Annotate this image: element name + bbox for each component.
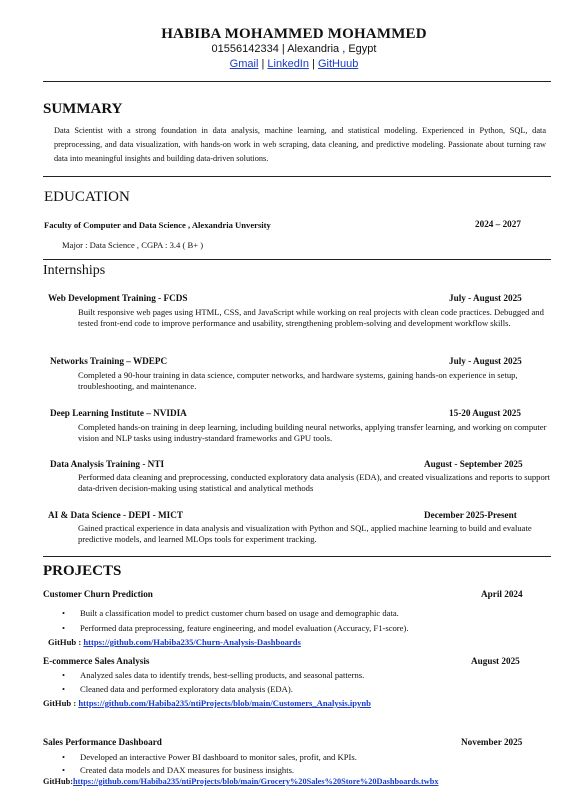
bullet-icon: • <box>62 752 66 762</box>
internship-title: AI & Data Science - DEPI - MICT <box>48 510 183 520</box>
github-label: GitHub: <box>43 777 73 786</box>
internship-title: Deep Learning Institute – NVIDIA <box>50 408 187 418</box>
projects-heading: PROJECTS <box>43 563 122 579</box>
bullet-icon: • <box>62 623 66 633</box>
project-bullet <box>62 752 357 762</box>
project-github <box>48 637 301 647</box>
project-github <box>43 698 371 708</box>
internships-heading: Internships <box>43 263 106 278</box>
project-date: August 2025 <box>471 656 520 666</box>
internship-date: July - August 2025 <box>449 356 522 366</box>
candidate-name: HABIBA MOHAMMED MOHAMMED <box>161 26 427 42</box>
project-date: November 2025 <box>461 737 523 747</box>
project-bullet-text: Created data models and DAX measures for business insights. <box>80 765 295 775</box>
internship-description: Performed data cleaning and preprocessing, conducted exploratory data analysis (EDA), and created visualizations and reports to support data-driven decision-making using statistical and analytical methods <box>78 472 551 493</box>
internships-divider <box>43 556 551 557</box>
project-title: Sales Performance Dashboard <box>43 737 162 747</box>
project-bullet <box>62 684 293 694</box>
bullet-icon: • <box>62 765 66 775</box>
project-date: April 2024 <box>481 589 523 599</box>
github-label: GitHub : <box>48 637 84 647</box>
project-bullet-text: Performed data preprocessing, feature engineering, and model evaluation (Accuracy, F1-score). <box>80 623 409 633</box>
linkedin-link[interactable]: LinkedIn <box>267 58 309 70</box>
project-bullet-text: Cleaned data and performed exploratory data analysis (EDA). <box>80 684 293 694</box>
project-bullet <box>62 623 409 633</box>
github-url-link[interactable]: https://github.com/Habiba235/ntiProjects/blob/main/Customers_Analysis.ipynb <box>78 698 371 708</box>
internship-date: December 2025-Present <box>424 510 517 520</box>
project-bullet <box>62 608 399 618</box>
project-bullet-text: Developed an interactive Power BI dashboard to monitor sales, profit, and KPIs. <box>80 752 357 762</box>
education-heading: EDUCATION <box>44 189 130 205</box>
internship-date: August - September 2025 <box>424 459 523 469</box>
summary-heading: SUMMARY <box>43 101 123 117</box>
summary-text: Data Scientist with a strong foundation in data analysis, machine learning, and statistical modeling. Experienced in Python, SQL, data preprocessing, and data visualization, with hands-on work in web scraping, data cleaning, and predictive modeling. Passionate about turning raw data into meaningful insights and building data-driven solutions. <box>54 126 546 163</box>
project-bullet-text: Built a classification model to predict customer churn based on usage and demographic data. <box>80 608 399 618</box>
internship-date: July - August 2025 <box>449 293 522 303</box>
github-link[interactable]: GitHuub <box>317 58 359 70</box>
link-separator: | <box>261 58 265 70</box>
profile-links <box>0 58 588 70</box>
bullet-icon: • <box>62 608 66 618</box>
project-bullet <box>62 765 294 775</box>
link-separator: | <box>312 58 315 70</box>
internship-date: 15-20 August 2025 <box>449 408 521 418</box>
education-divider <box>43 259 551 260</box>
internship-description: Completed hands-on training in deep learning, including building neural networks, applying transfer learning, and working on computer vision and NLP tasks using industry-standard frameworks and GPU tools. <box>78 422 547 443</box>
education-detail: Major : Data Science , CGPA : 3.4 ( B+ ) <box>62 240 204 250</box>
project-title: E-commerce Sales Analysis <box>43 656 150 666</box>
bullet-icon: • <box>62 684 66 694</box>
bullet-icon: • <box>62 670 66 680</box>
contact-line: 01556142334 | Alexandria , Egypt <box>211 43 377 55</box>
header-divider <box>43 81 551 82</box>
summary-divider <box>43 176 551 177</box>
gmail-link[interactable]: Gmail <box>229 58 259 70</box>
internship-description: Built responsive web pages using HTML, CSS, and JavaScript while working on real projects with clean code practices. Debugged and tested front-end code to improve performance and usability, strengthening problem-solving and development workflow skills. <box>78 307 544 328</box>
github-url-link[interactable]: https://github.com/Habiba235/ntiProjects/blob/main/Grocery%20Sales%20Store%20Dashboards.twbx <box>72 777 439 786</box>
internship-description: Gained practical experience in data analysis and visualization with Python and SQL, applied machine learning to build and evaluate predictive models, and learned MLOps tools for experiment tracking. <box>78 523 532 544</box>
project-title: Customer Churn Prediction <box>43 589 153 599</box>
education-school: Faculty of Computer and Data Science , Alexandria Unversity <box>44 220 271 230</box>
project-bullet-text: Analyzed sales data to identify trends, best-selling products, and seasonal patterns. <box>80 670 365 680</box>
education-dates: 2024 – 2027 <box>475 219 521 229</box>
github-url-link[interactable]: https://github.com/Habiba235/Churn-Analysis-Dashboards <box>83 637 301 647</box>
internship-title: Data Analysis Training - NTI <box>50 459 165 469</box>
project-bullet <box>62 670 364 680</box>
internship-description: Completed a 90-hour training in data science, computer networks, and hardware systems, gaining hands-on experience in setup, troubleshooting, and maintenance. <box>78 370 518 391</box>
github-label: GitHub : <box>43 698 79 708</box>
internship-title: Web Development Training - FCDS <box>48 293 188 303</box>
project-github <box>43 777 439 786</box>
internship-title: Networks Training – WDEPC <box>50 356 168 366</box>
